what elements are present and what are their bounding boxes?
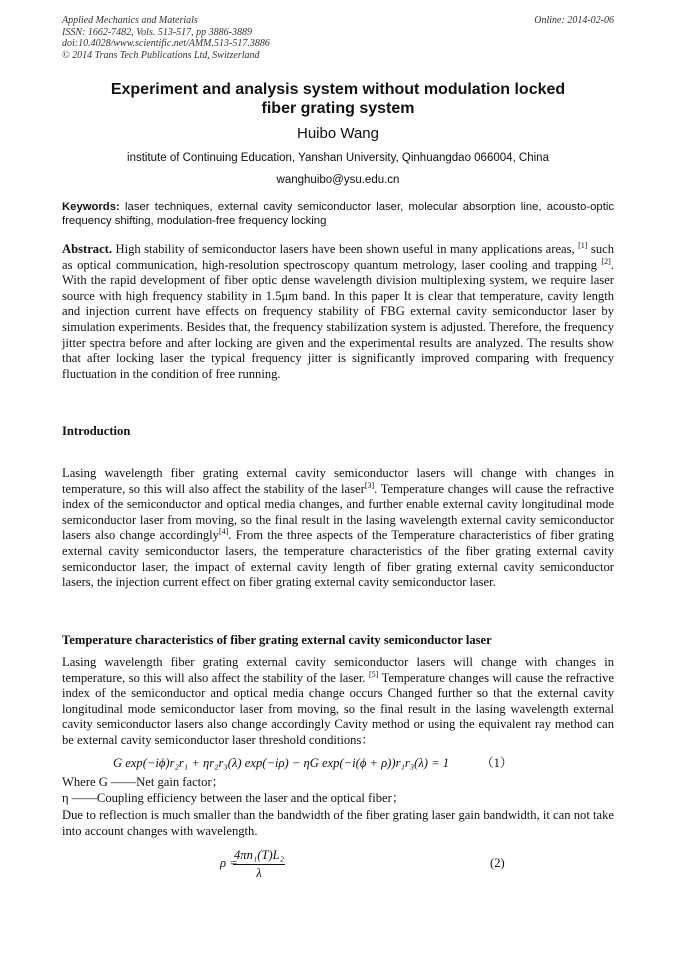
keywords-text: laser techniques, external cavity semiconductor laser, molecular absorption line, acousto-optic frequency shifting, modulation-free frequency locking [62,201,614,227]
intro-text-1: Lasing wavelength fiber grating external cavity semiconductor lasers will change with changes in temperature, so this will also affect the stability of the laser [62,466,614,496]
section-heading-temperature: Temperature characteristics of fiber grating external cavity semiconductor laser [62,633,492,647]
citation-5[interactable]: [5] [369,669,379,679]
abstract [62,242,614,382]
temperature-paragraph [62,655,614,749]
equation-2-number: (2) [490,856,505,870]
equation-1: G exp(−iϕ)r₂r₁ + ηr₂r₃(λ) exp(−iρ) − ηG exp(−i(ϕ + ρ))r₁r₃(λ) = 1 [113,756,450,770]
citation-1[interactable]: [1] [578,241,588,250]
where-gain-factor: Where G ——Net gain factor； [62,775,225,789]
citation-2[interactable]: [2] [601,256,611,266]
citation-3[interactable]: [3] [364,480,375,490]
abstract-label: Abstract. [62,242,113,256]
intro-text-3: . From the three aspects of the Temperature characteristics of fiber grating external cavity semiconductor lasers, the temperature characteristics of the fiber grating external cavity semiconductor laser, the impact of external cavity length of fiber grating external cavity semiconductor lasers, the injection current effect on fiber grating external cavity semiconductor laser. [62,528,615,590]
keywords [62,200,614,228]
equation-2-denominator: λ [256,866,262,880]
affiliation: institute of Continuing Education, Yanshan University, Qinhuangdao 066004, China [127,152,549,164]
paper-title-line2: fiber grating system [261,100,415,117]
online-date: Online: 2014-02-06 [534,15,614,26]
paper-title-line1: Experiment and analysis system without modulation locked [110,81,566,98]
keywords-label: Keywords: [62,201,120,213]
abstract-text-1: High stability of semiconductor lasers have been shown useful in many applications areas, [115,242,575,256]
author-email: wanghuibo@ysu.edu.cn [276,174,400,186]
copyright-line: © 2014 Trans Tech Publications Ltd, Switzerland [62,49,260,61]
abstract-text-2: such as optical communication, high-resolution spectroscopy quantum metrology, laser cooling and trapping [62,242,615,272]
issn-line: ISSN: 1662-7482, Vols. 513-517, pp 3886-3889 [62,26,252,38]
citation-4[interactable]: [4] [218,527,229,537]
equation-2-lhs: ρ = [220,856,238,870]
abstract-text-3: . With the rapid development of fiber optic dense wavelength division multiplexing system, we require laser source with high frequency stability in 1.5μm band. In this paper It is clear that temperature, cavity length and injection current have effects on frequency stability of FBG external cavity semiconductor laser by simulation experiments. Besides that, the frequency stabilization system is adjusted. Therefore, the frequency jitter spectra before and after locking are given and the experimental results are analyzed. The results show that after locking laser the typical frequency jitter is significantly improved comparing with frequency fluctuation in the condition of free running. [62,257,614,381]
temp-text-1: Lasing wavelength fiber grating external cavity semiconductor lasers will change with changes in temperature, so this will also affect the stability of the laser. [62,655,614,685]
temp-text-2: Temperature changes will cause the refractive index of the semiconductor and optical media change occurs Changed further so that the external cavity longitudinal mode semiconductor laser from moving, so the final result in the lasing wavelength external cavity semiconductor lasers also change accordingly Cavity method or using the equivalent ray method can be external cavity semiconductor laser threshold conditions： [62,670,614,747]
author: Huibo Wang [297,125,379,142]
introduction-paragraph [62,466,614,591]
equation-2-numerator: 4πn₁(T)L₂ [233,848,285,865]
intro-text-2: . Temperature changes will cause the refractive index of the semiconductor and optical media changes, and further enable external cavity longitudinal mode semiconductor laser from moving, so the final result in the lasing wavelength external cavity semiconductor lasers also change accordingly [62,481,614,543]
journal-header [62,15,270,61]
doi-line: doi:10.4028/www.scientific.net/AMM.513-517.3886 [62,38,270,49]
equation-2-fraction [233,848,285,881]
journal-name: Applied Mechanics and Materials [62,15,198,26]
equation-1-number: （1） [481,756,513,770]
section-heading-introduction: Introduction [62,424,131,438]
where-coupling-efficiency: η ——Coupling efficiency between the laser and the optical fiber； [62,791,405,805]
reflection-paragraph: Due to reflection is much smaller than the bandwidth of the fiber grating laser gain bandwidth, it can not take into account changes with wavelength. [62,808,614,838]
paper-title [62,80,614,118]
